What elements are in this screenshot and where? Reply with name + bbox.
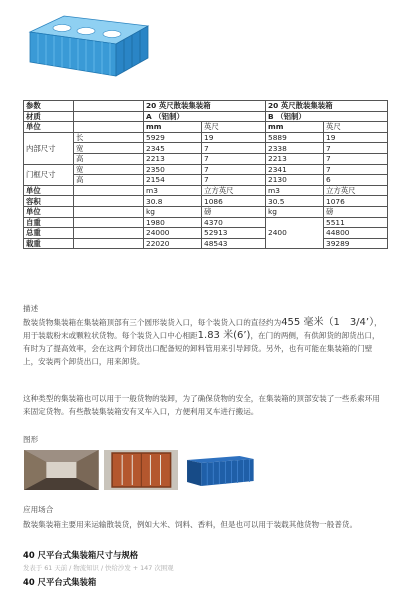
table-cell: 材质 xyxy=(24,111,74,122)
table-cell: 2338 xyxy=(266,143,324,154)
table-cell: 立方英尺 xyxy=(324,185,388,196)
table-cell: 1980 xyxy=(144,217,202,228)
table-cell: 1076 xyxy=(324,196,388,207)
table-cell: 5889 xyxy=(266,132,324,143)
table-cell: 宽 xyxy=(74,164,144,175)
table-cell xyxy=(74,122,144,133)
table-cell: 高 xyxy=(74,153,144,164)
table-cell: 磅 xyxy=(202,206,266,217)
table-cell: 2341 xyxy=(266,164,324,175)
table-row xyxy=(24,153,388,164)
table-cell: 2350 xyxy=(144,164,202,175)
table-cell: 高 xyxy=(74,175,144,186)
table-cell: 2213 xyxy=(266,153,324,164)
table-cell: 30.8 xyxy=(144,196,202,207)
table-cell: 7 xyxy=(202,164,266,175)
table-cell: kg xyxy=(266,206,324,217)
table-row xyxy=(24,122,388,133)
table-cell: 参数 xyxy=(24,101,74,112)
table-row xyxy=(24,228,388,239)
table-cell xyxy=(74,217,144,228)
table-cell: 7 xyxy=(202,143,266,154)
table-cell: 门框尺寸 xyxy=(24,164,74,185)
table-cell: 2130 xyxy=(266,175,324,186)
description-paragraph-2: 这种类型的集装箱也可以用于一般货物的装卸，为了确保货物的安全，在集装箱的顶部安装了一些系索环用来固定货物。有些散装集装箱安有叉车入口，方便利用叉车进行搬运。 xyxy=(23,394,380,416)
table-cell xyxy=(74,228,144,239)
table-cell: 载重 xyxy=(24,238,74,249)
table-cell: 4370 xyxy=(202,217,266,228)
container-doors-photo xyxy=(104,450,179,490)
table-cell: 20 英尺散装集装箱 xyxy=(144,101,266,112)
table-cell: 2345 xyxy=(144,143,202,154)
table-row xyxy=(24,217,388,228)
table-cell xyxy=(74,238,144,249)
table-cell: mm xyxy=(266,122,324,133)
table-cell: mm xyxy=(144,122,202,133)
table-row xyxy=(24,238,388,249)
table-cell xyxy=(74,101,144,112)
table-cell: 英尺 xyxy=(324,122,388,133)
table-cell: m3 xyxy=(266,185,324,196)
table-cell: 2154 xyxy=(144,175,202,186)
description-paragraph: 散装货物集装箱在集装箱顶部有三个圆形装货入口，每个装货入口的直径约为455 毫米（1 3/4’），用于装载粉末或颗粒状货物。每个装货入口中心相距1.83 米(6’)，在门的两侧，有供卸货的卸货出口，有时为了提高效率，会在这两个卸货出口配备短的卸料管用来引导卸货。另外，也有可能在集装箱的门壁上，安装两个卸货出口，用来卸货。 xyxy=(23,317,382,366)
table-cell: 单位 xyxy=(24,206,74,217)
table-row xyxy=(24,196,388,207)
table-cell: 19 xyxy=(324,132,388,143)
table-cell: 单位 xyxy=(24,185,74,196)
table-row xyxy=(24,143,388,154)
usage-paragraph: 散装集装箱主要用来运输散装货，例如大米、饲料、香料，但是也可以用于装载其他货物一般普货。 xyxy=(23,520,358,529)
table-cell: 7 xyxy=(324,164,388,175)
table-row xyxy=(24,101,388,112)
usage-heading: 应用场合 xyxy=(23,505,54,514)
blue-container-photo xyxy=(183,450,258,490)
table-row xyxy=(24,164,388,175)
table-cell: 立方英尺 xyxy=(202,185,266,196)
table-cell: 2400 xyxy=(266,217,324,249)
spec-table xyxy=(23,100,388,249)
table-row xyxy=(24,132,388,143)
table-cell: 5929 xyxy=(144,132,202,143)
table-cell: B （铝制） xyxy=(266,111,388,122)
bulk-container-image xyxy=(24,10,154,82)
table-cell: 7 xyxy=(324,153,388,164)
table-cell xyxy=(74,196,144,207)
article-title-link[interactable]: 40 尺平台式集装箱尺寸与规格 xyxy=(23,550,139,560)
table-cell xyxy=(74,185,144,196)
table-cell: 磅 xyxy=(324,206,388,217)
table-cell: 7 xyxy=(202,175,266,186)
table-cell: 容积 xyxy=(24,196,74,207)
table-cell xyxy=(74,206,144,217)
table-cell xyxy=(74,111,144,122)
table-cell: 自重 xyxy=(24,217,74,228)
table-cell: kg xyxy=(144,206,202,217)
table-cell: 20 英尺散装集装箱 xyxy=(266,101,388,112)
table-cell: 52913 xyxy=(202,228,266,239)
figure-heading: 图形 xyxy=(23,435,39,444)
table-cell: 总重 xyxy=(24,228,74,239)
table-row xyxy=(24,185,388,196)
table-cell: 宽 xyxy=(74,143,144,154)
table-cell: 6 xyxy=(324,175,388,186)
table-row xyxy=(24,206,388,217)
table-cell: 7 xyxy=(324,143,388,154)
table-cell: 1086 xyxy=(202,196,266,207)
table-cell: 长 xyxy=(74,132,144,143)
table-cell: 30.5 xyxy=(266,196,324,207)
table-cell: 19 xyxy=(202,132,266,143)
table-cell: 5511 xyxy=(324,217,388,228)
table-cell: A （铝制） xyxy=(144,111,266,122)
table-cell: 22020 xyxy=(144,238,202,249)
description-heading: 描述 xyxy=(23,304,39,313)
container-interior-photo xyxy=(24,450,99,490)
section-title: 40 尺平台式集装箱 xyxy=(23,577,97,587)
table-cell: 39289 xyxy=(324,238,388,249)
table-row xyxy=(24,175,388,186)
table-cell: 英尺 xyxy=(202,122,266,133)
article-meta: 发表于 61 天前 / 物流知识 / 快给沙发 + 147 次围观 xyxy=(23,564,174,572)
table-cell: 7 xyxy=(202,153,266,164)
table-cell: 24000 xyxy=(144,228,202,239)
table-row xyxy=(24,111,388,122)
table-cell: 44800 xyxy=(324,228,388,239)
table-cell: 48543 xyxy=(202,238,266,249)
table-cell: 单位 xyxy=(24,122,74,133)
table-cell: m3 xyxy=(144,185,202,196)
photo-strip xyxy=(24,450,258,490)
table-cell: 内部尺寸 xyxy=(24,132,74,164)
table-cell: 2213 xyxy=(144,153,202,164)
